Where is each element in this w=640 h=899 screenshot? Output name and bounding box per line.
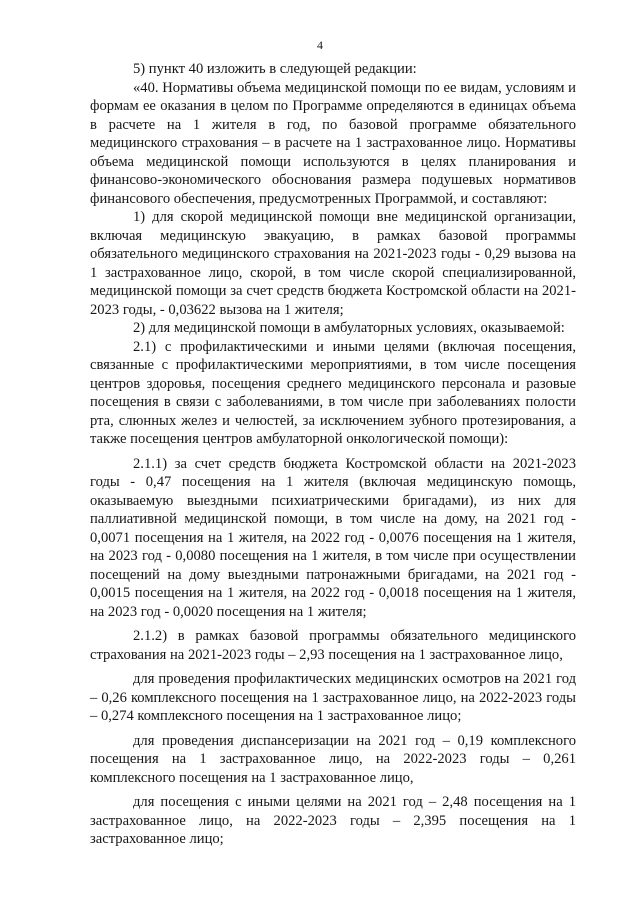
- paragraph-outpatient-care: 2) для медицинской помощи в амбулаторных условиях, оказываемой:: [133, 320, 565, 336]
- paragraph-2-1-2-basic-program: 2.1.2) в рамках базовой программы обязательного медицинского страхования на 2021-2023 годы – 2,93 посещения на 1 застрахованное лицо,: [90, 628, 576, 663]
- paragraph-preventive-exams: для проведения профилактических медицинских осмотров на 2021 год – 0,26 комплексного посещения на 1 застрахованное лицо, на 2022-2023 годы – 0,274 комплексного посещения на 1 застрахованное лицо;: [90, 671, 576, 724]
- paragraph-other-visits: для посещения с иными целями на 2021 год – 2,48 посещения на 1 застрахованное лицо, на 2022-2023 годы – 2,395 посещения на 1 застрахованное лицо;: [90, 794, 576, 847]
- paragraph-clause-40: «40. Нормативы объема медицинской помощи по ее видам, условиям и формам ее оказания в целом по Программе определяются в единицах объема в расчете на 1 жителя в год, по базовой программе обязательного медицинского страхования – в расчете на 1 застрахованное лицо. Нормативы объема медицинской помощи используются в целях планирования и финансово-экономического обоснования размера подушевых нормативов финансового обеспечения, предусмотренных Программой, и составляют:: [90, 79, 576, 207]
- paragraph-2-1-preventive: 2.1) с профилактическими и иными целями (включая посещения, связанные с профилактическими мероприятиями, в том числе посещения центров здоровья, посещения среднего медицинского персонала и разовые посещения в связи с заболеваниями, в том числе при заболеваниях полости рта, слюнных желез и челюстей, за исключением зубного протезирования, а также посещения центров амбулаторной онкологической помощи):: [90, 338, 576, 447]
- paragraph-dispensarization: для проведения диспансеризации на 2021 год – 0,19 комплексного посещения на 1 застрахованное лицо, на 2022-2023 годы – 0,261 комплексного посещения на 1 застрахованное лицо,: [90, 732, 576, 786]
- paragraph-item-5-intro: 5) пункт 40 изложить в следующей редакции:: [133, 61, 417, 77]
- document-body: [90, 60, 576, 849]
- paragraph-2-1-1-regional-budget: 2.1.1) за счет средств бюджета Костромской области на 2021-2023 годы - 0,47 посещения на 1 жителя (включая медицинскую помощь, оказываемую выездными психиатрическими бригадами), из них для паллиативной медицинской помощи, в том числе на дому, на 2021 год - 0,0071 посещения на 1 жителя, на 2022 год - 0,0076 посещения на 1 жителя, на 2023 год - 0,0080 посещения на 1 жителя, в том числе при осуществлении посещений на дому выездными патронажными бригадами, на 2021 год - 0,0015 посещения на 1 жителя, на 2022 год - 0,0018 посещения на 1 жителя, на 2023 год - 0,0020 посещения на 1 жителя;: [90, 455, 576, 620]
- paragraph-ambulance-care: 1) для скорой медицинской помощи вне медицинской организации, включая медицинскую эвакуацию, в рамках базовой программы обязательного медицинского страхования на 2021-2023 годы - 0,29 вызова на 1 застрахованное лицо, скорой, в том числе скорой специализированной, медицинской помощи за счет средств бюджета Костромской области на 2021-2023 годы, - 0,03622 вызова на 1 жителя;: [90, 209, 576, 318]
- page-number: 4: [317, 38, 323, 52]
